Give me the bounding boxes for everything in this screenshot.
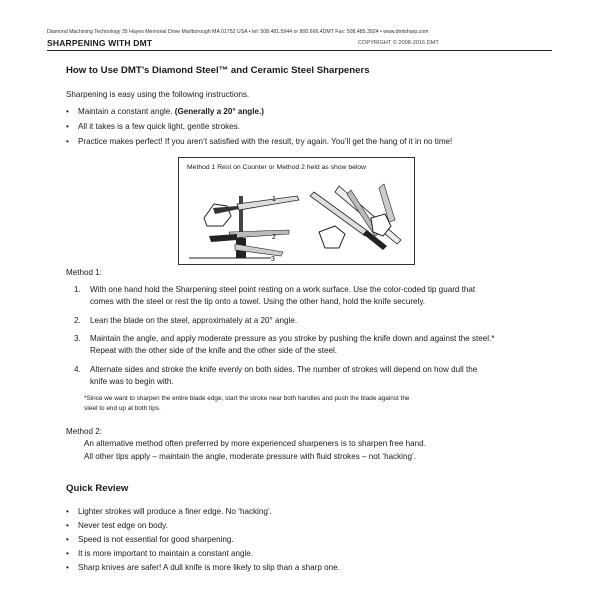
- intro-lead: Sharpening is easy using the following instructions.: [66, 90, 250, 99]
- bullet-text: Maintain a constant angle.: [78, 107, 175, 116]
- header-divider: [47, 50, 552, 51]
- review-bullet: • It is more important to maintain a constant angle.: [78, 549, 253, 558]
- method2-line: An alternative method often preferred by more experienced sharpeners is to sharpen free hand.: [84, 439, 426, 448]
- figure-label-1: 1: [272, 196, 276, 203]
- review-bullet: • Sharp knives are safer! A dull knife is more likely to slip than a sharp one.: [78, 563, 340, 572]
- knife-handle-2: [209, 234, 237, 242]
- step-number: 3.: [74, 334, 81, 343]
- step-line: Lean the blade on the steel, approximately at a 20° angle.: [90, 316, 298, 325]
- step-line: Repeat with the other side of the knife and the other side of the steel.: [90, 346, 338, 355]
- footnote-line: *Since we want to sharpen the entire blade edge, start the stroke near both handles and push the blade against the: [84, 395, 410, 402]
- step-line: Alternate sides and stroke the knife evenly on both sides. The number of strokes will depend on how dull the: [90, 365, 478, 374]
- footnote-line: steel to end up at both tips.: [84, 405, 161, 412]
- header-address: Diamond Machining Technology 35 Hayes Memorial Drive Marlborough MA 01752 USA • tel: 508.481.5944 or 800.666.4DMT Fax: 508.485.3924 • www.dmtsharp.com: [47, 29, 429, 35]
- knife-illustration: [179, 174, 414, 266]
- review-heading: Quick Review: [66, 483, 129, 494]
- bullet-bold: (Generally a 20° angle.): [174, 107, 264, 116]
- knife-blade-1: [237, 196, 299, 210]
- page-title: SHARPENING WITH DMT: [47, 38, 153, 48]
- method1-heading: Method 1:: [66, 268, 102, 277]
- method2-illustration: [310, 184, 401, 250]
- bullet-text: All it takes is a few quick light, gentle strokes.: [78, 122, 240, 131]
- intro-heading: How to Use DMT’s Diamond Steel™ and Ceramic Steel Sharpeners: [66, 65, 370, 76]
- method1-illustration: [189, 196, 299, 263]
- step-line: Maintain the angle, and apply moderate pressure as you stroke by pushing the knife down and against the steel.*: [90, 334, 495, 343]
- step-line: comes with the steel or rest the tip onto a towel. Using the other hand, hold the knife securely.: [90, 297, 426, 306]
- step-line: With one hand hold the Sharpening steel point resting on a work surface. Use the color-coded tip guard that: [90, 285, 476, 294]
- intro-bullet: [78, 107, 264, 116]
- left-hand: [319, 226, 345, 248]
- figure-label-2: 2: [272, 234, 276, 241]
- figure-caption: Method 1 Rest on Counter or Method 2 held as show below: [187, 164, 367, 171]
- intro-bullet: [78, 122, 240, 131]
- knife-blade-2: [229, 230, 289, 238]
- intro-bullet: [78, 137, 452, 146]
- method2-heading: Method 2:: [66, 427, 102, 436]
- sharpening-figure: [178, 157, 415, 265]
- method2-line: All other tips apply – maintain the angle, moderate pressure with fluid strokes – not ‘hacking’.: [84, 452, 417, 461]
- step-line: knife was to begin with.: [90, 377, 174, 386]
- step-number: 1.: [74, 285, 81, 294]
- review-bullet: • Speed is not essential for good sharpening.: [78, 535, 234, 544]
- review-bullet: • Lighter strokes will produce a finer edge. No ‘hacking’.: [78, 507, 272, 516]
- step-number: 4.: [74, 365, 81, 374]
- step-number: 2.: [74, 316, 81, 325]
- copyright: COPYRIGHT © 2008-2016 DMT: [358, 40, 439, 46]
- bullet-text: Practice makes perfect! If you aren’t satisfied with the result, try again. You’ll get the hang of it in no time!: [78, 137, 453, 146]
- figure-label-3: 3: [271, 256, 275, 263]
- review-bullet: • Never test edge on body.: [78, 521, 168, 530]
